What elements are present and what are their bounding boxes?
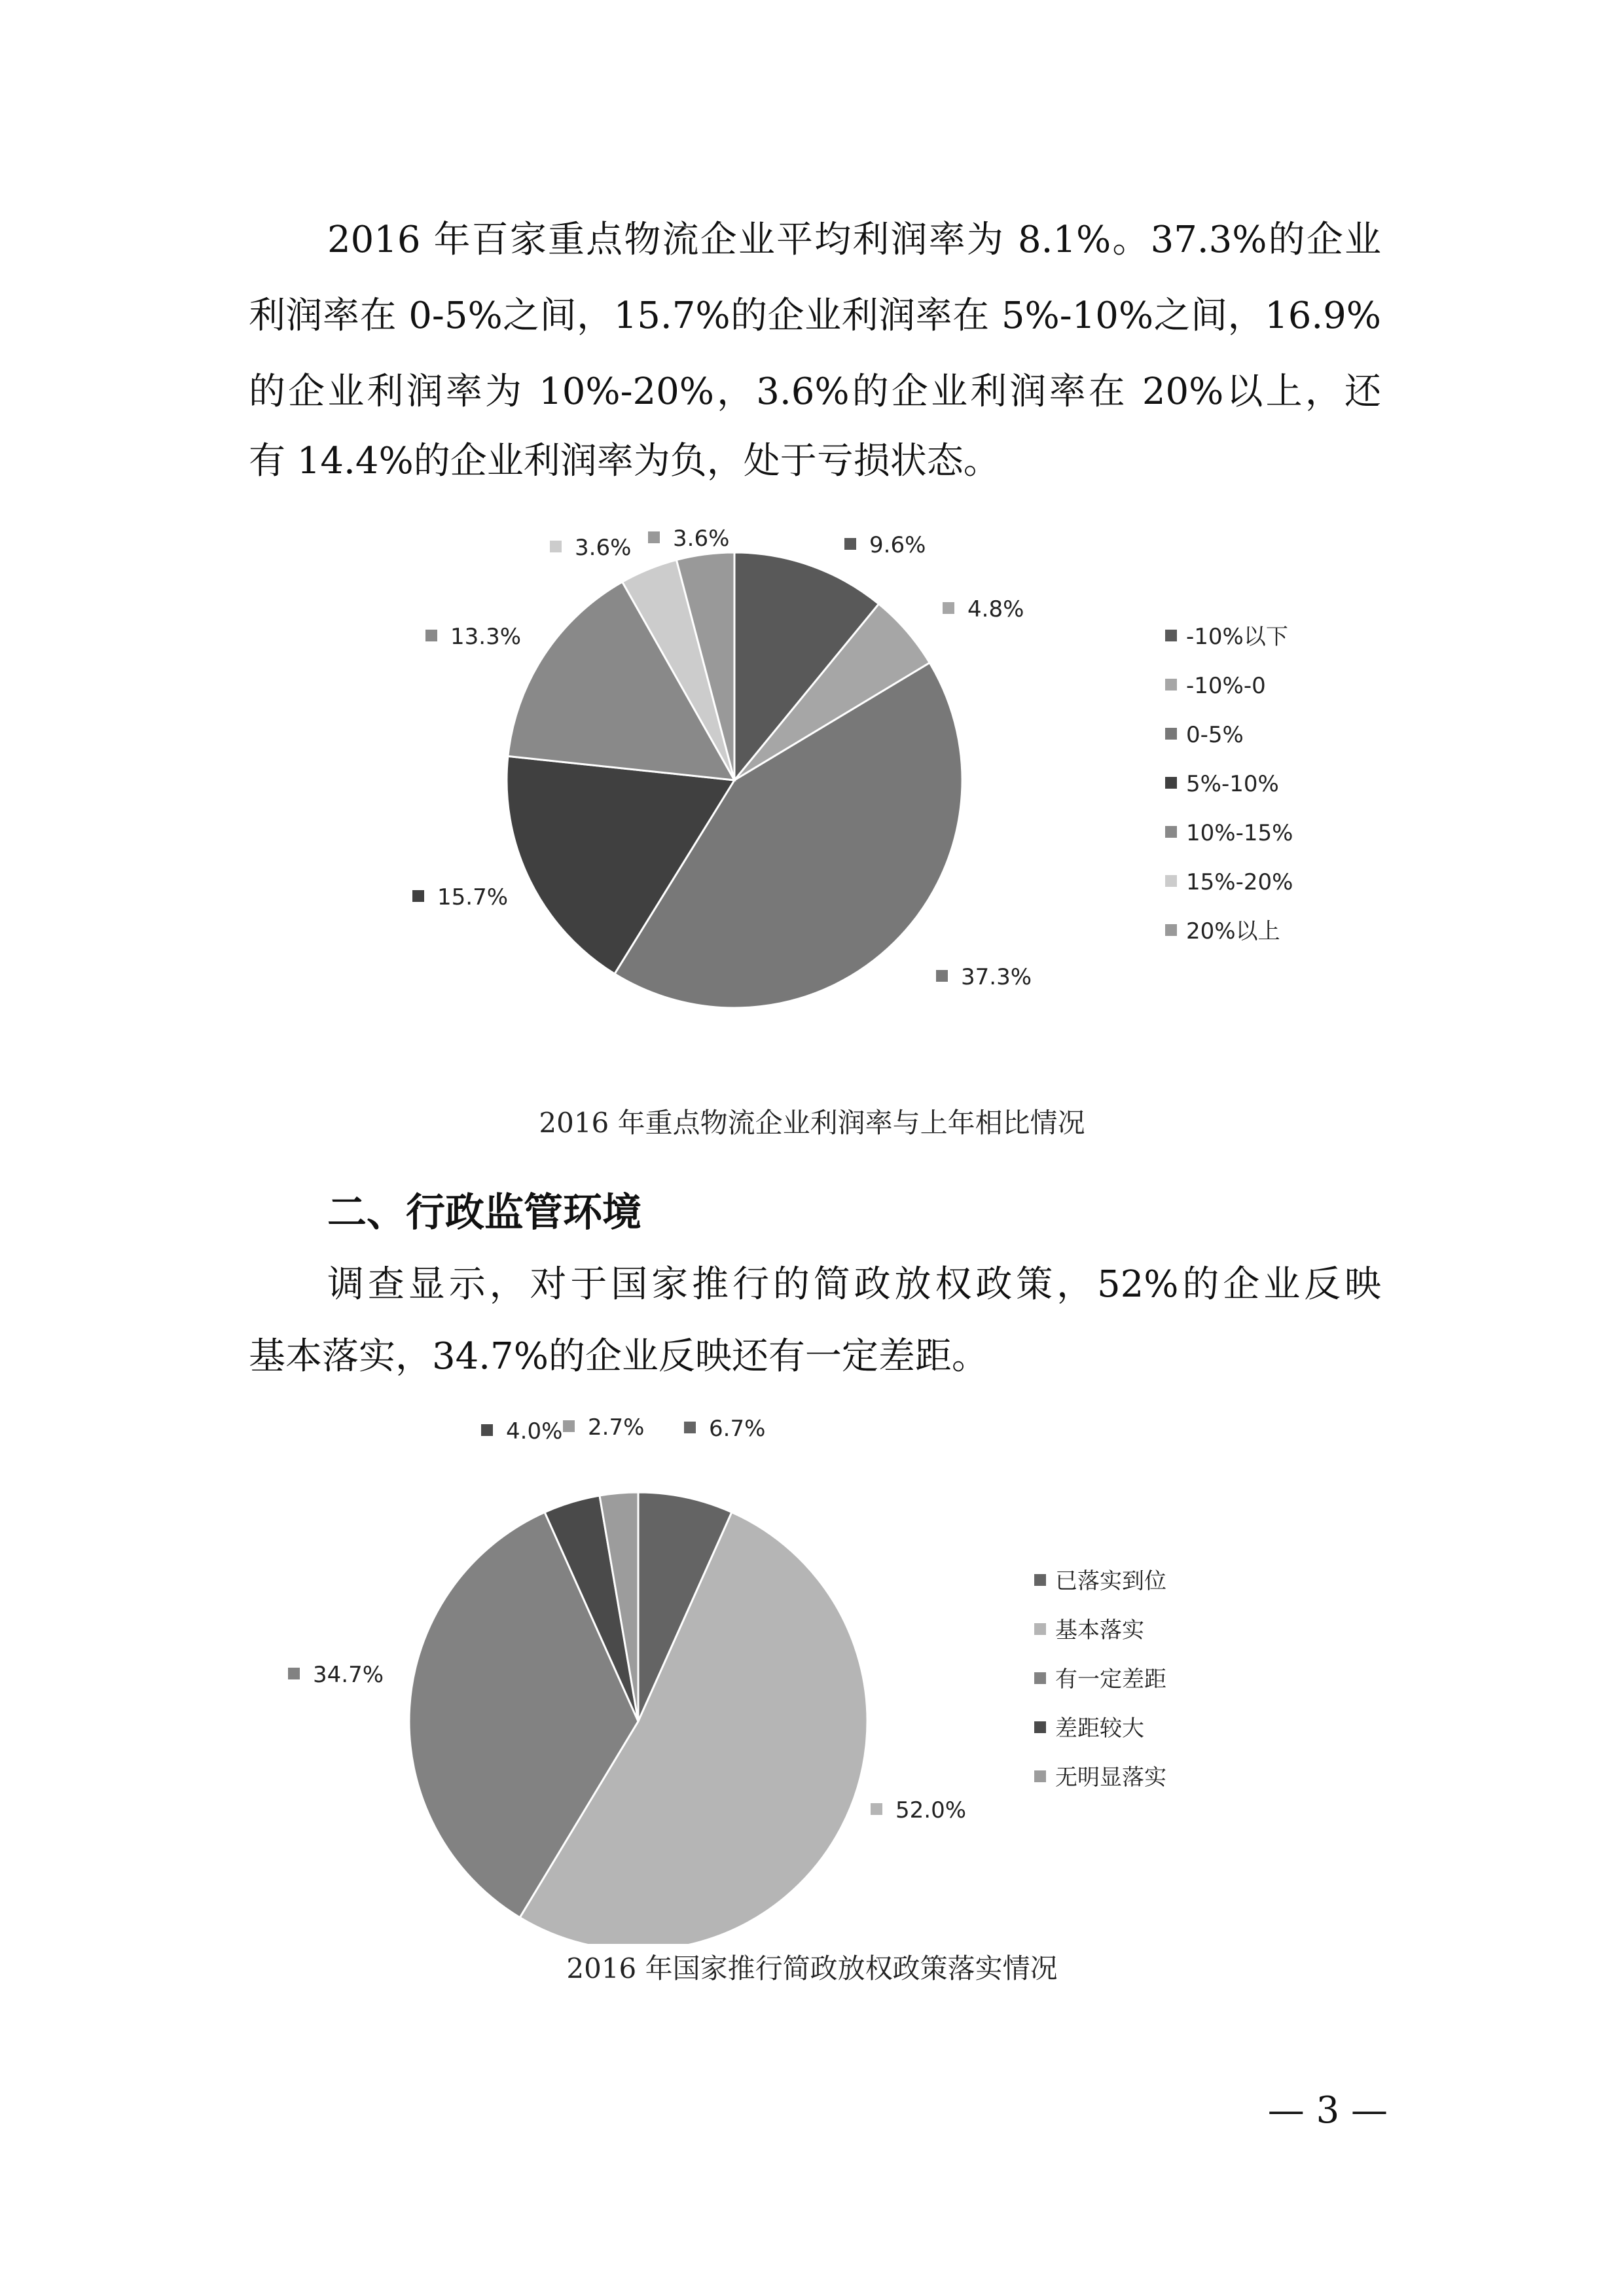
pie-slices	[409, 1492, 867, 1944]
legend-item-item: 差距较大	[1055, 1715, 1144, 1742]
legend-item-5-10: 5%-10%	[1186, 771, 1279, 797]
data-label	[684, 1416, 765, 1442]
legend-item-20: 20%以上	[1186, 918, 1280, 944]
chart-legend	[1165, 624, 1293, 944]
legend-marker	[1165, 630, 1177, 641]
data-label	[412, 884, 508, 910]
legend-item-10-0: -10%-0	[1186, 673, 1266, 699]
legend-marker	[1165, 679, 1177, 691]
data-label	[844, 532, 926, 558]
data-label-marker	[412, 890, 424, 902]
legend-marker	[1034, 1770, 1046, 1782]
legend-item-0-5: 0-5%	[1186, 722, 1244, 748]
legend-marker	[1165, 728, 1177, 740]
data-label-text: 13.3%	[450, 624, 522, 650]
data-label-text: 9.6%	[869, 532, 926, 558]
legend-item-item: 无明显落实	[1055, 1765, 1166, 1791]
legend-marker	[1034, 1574, 1046, 1586]
data-label-text: 15.7%	[437, 884, 509, 910]
legend-marker	[1165, 875, 1177, 887]
legend-marker	[1034, 1623, 1046, 1635]
data-label-marker	[288, 1668, 300, 1679]
data-label-marker	[648, 531, 660, 543]
legend-marker	[1165, 777, 1177, 789]
legend-item-10-15: 10%-15%	[1186, 820, 1293, 846]
data-label-text: 52.0%	[895, 1797, 967, 1823]
data-label-text: 2.7%	[588, 1414, 645, 1441]
data-label	[936, 964, 1032, 990]
data-label	[481, 1418, 562, 1444]
figure-caption-profit-rate: 2016 年重点物流企业利润率与上年相比情况	[539, 1107, 1085, 1139]
legend-marker	[1165, 826, 1177, 838]
data-label-marker	[481, 1424, 493, 1436]
paragraph-line: 利润率在 0-5%之间，15.7%的企业利润率在 5%-10%之间，16.9%	[249, 295, 1381, 337]
legend-item-15-20: 15%-20%	[1186, 869, 1293, 895]
data-label	[871, 1797, 966, 1823]
data-label-text: 37.3%	[961, 964, 1032, 990]
data-label	[550, 535, 631, 561]
page-number: — 3 —	[1267, 2089, 1388, 2132]
data-label-marker	[425, 630, 437, 641]
legend-item-item: 有一定差距	[1055, 1666, 1166, 1693]
legend-marker	[1034, 1672, 1046, 1684]
data-label-marker	[943, 602, 954, 614]
data-label-marker	[550, 541, 562, 552]
profit-rate-pie-chart	[0, 484, 1624, 1060]
section-heading: 二、行政监管环境	[327, 1190, 641, 1236]
data-label	[288, 1662, 384, 1688]
data-label-marker	[936, 970, 948, 982]
data-label-text: 4.8%	[967, 596, 1024, 622]
figure-caption-deregulation: 2016 年国家推行简政放权政策落实情况	[566, 1952, 1058, 1984]
data-label-marker	[871, 1803, 882, 1815]
data-label	[648, 526, 729, 552]
data-label	[563, 1414, 644, 1441]
data-label-text: 3.6%	[673, 526, 730, 552]
data-label-text: 4.0%	[506, 1418, 563, 1444]
data-label	[943, 596, 1024, 622]
deregulation-pie-chart	[0, 1401, 1624, 1944]
legend-item-10: -10%以下	[1186, 624, 1288, 650]
chart-legend	[1034, 1568, 1166, 1791]
data-label-text: 3.6%	[575, 535, 632, 561]
data-label	[425, 624, 521, 650]
data-label-marker	[684, 1422, 696, 1433]
data-label-marker	[844, 538, 856, 550]
legend-marker	[1034, 1721, 1046, 1733]
data-label-text: 34.7%	[313, 1662, 384, 1688]
legend-marker	[1165, 924, 1177, 936]
paragraph-line: 2016 年百家重点物流企业平均利润率为 8.1%。37.3%的企业	[327, 219, 1381, 261]
data-label-text: 6.7%	[709, 1416, 766, 1442]
legend-item-item: 已落实到位	[1055, 1568, 1166, 1594]
pie-slices	[507, 552, 962, 1008]
legend-item-item: 基本落实	[1055, 1617, 1144, 1643]
paragraph-line: 的企业利润率为 10%-20%，3.6%的企业利润率在 20%以上，还	[249, 370, 1381, 413]
paragraph-line: 调查显示，对于国家推行的简政放权政策，52%的企业反映	[327, 1263, 1381, 1306]
paragraph-line: 有 14.4%的企业利润率为负，处于亏损状态。	[249, 440, 1000, 482]
data-label-marker	[563, 1420, 575, 1432]
paragraph-line: 基本落实，34.7%的企业反映还有一定差距。	[249, 1335, 988, 1378]
